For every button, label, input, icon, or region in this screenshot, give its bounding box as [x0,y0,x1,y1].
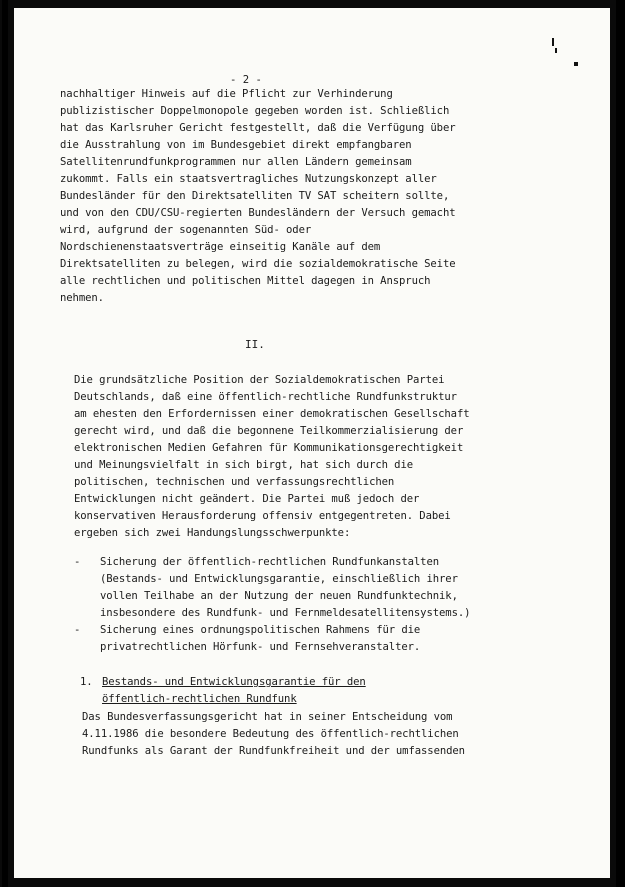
text-line: Rundfunks als Garant der Rundfunkfreiheit und der umfassenden [82,745,465,757]
text-line: gerecht wird, und daß die begonnene Teilkommerzialisierung der [74,425,464,437]
subsection-title-line: Bestands- und Entwicklungsgarantie für den [102,676,366,688]
text-line: Die grundsätzliche Position der Sozialdemokratischen Partei [74,374,445,386]
page-number: - 2 - [230,74,262,86]
text-line: Bundesländer für den Direktsatelliten TV SAT scheitern sollte, [60,190,450,202]
text-line: Entwicklungen nicht geändert. Die Partei muß jedoch der [74,493,420,505]
bullet-text: privatrechtlichen Hörfunk- und Fernsehveranstalter. [100,641,421,653]
paragraph-1 [60,88,456,304]
text-line: nehmen. [60,292,104,304]
bullet-text: Sicherung eines ordnungspolitischen Rahmens für die [100,624,421,636]
text-line: Deutschlands, daß eine öffentlich-rechtliche Rundfunkstruktur [74,391,457,403]
bullet-list [74,556,471,676]
bullet-text: insbesondere des Rundfunk- und Fernmeldesatellitensystems.) [100,607,471,619]
scan-border-left [2,0,8,887]
text-line: politischen, technischen und verfassungsrechtlichen [74,476,395,488]
text-line: elektronischen Medien Gefahren für Kommunikationsgerechtigkeit [74,442,464,454]
text-line: alle rechtlichen und politischen Mittel dagegen in Anspruch [60,275,431,287]
bullet-marker: - [74,556,81,568]
text-line: konservativen Herausforderung offensiv entgegentreten. Dabei [74,510,451,522]
text-line: Nordschienenstaatsverträge einseitig Kanäle auf dem [60,241,381,253]
text-line: und von den CDU/CSU-regierten Bundesländern der Versuch gemacht [60,207,456,219]
text-line: Direktsatelliten zu belegen, wird die sozialdemokratische Seite [60,258,456,270]
scan-speck [574,62,578,66]
text-line: Das Bundesverfassungsgericht hat in seiner Entscheidung vom [82,711,453,723]
text-line: am ehesten den Erfordernissen einer demokratischen Gesellschaft [74,408,470,420]
text-line: die Ausstrahlung von im Bundesgebiet direkt empfangbaren [60,139,412,151]
scan-border-right [616,0,625,887]
bullet-text: Sicherung der öffentlich-rechtlichen Rundfunkanstalten [100,556,440,568]
text-line: zukommt. Falls ein staatsvertragliches Nutzungskonzept aller [60,173,437,185]
text-line: hat das Karlsruher Gericht festgestellt, daß die Verfügung über [60,122,456,134]
bullet-text: (Bestands- und Entwicklungsgarantie, einschließlich ihrer [100,573,458,585]
bullet-text: vollen Teilhabe an der Nutzung der neuen Rundfunktechnik, [100,590,458,602]
text-line: und Meinungsvielfalt in sich birgt, hat sich durch die [74,459,414,471]
bullet-marker: - [74,624,81,636]
subsection-title-line: öffentlich-rechtlichen Rundfunk [102,693,297,705]
text-line: publizistischer Doppelmonopole gegeben worden ist. Schließlich [60,105,450,117]
scan-speck [555,48,557,53]
subsection-number: 1. [80,676,93,688]
paragraph-3 [82,711,465,771]
paragraph-2 [74,374,470,539]
text-line: ergeben sich zwei Handungslungsschwerpunkte: [74,527,351,539]
text-line: Satellitenrundfunkprogrammen nur allen Ländern gemeinsam [60,156,412,168]
document-page [14,8,610,878]
text-line: nachhaltiger Hinweis auf die Pflicht zur Verhinderung [60,88,393,100]
section-heading: II. [245,338,265,351]
scan-speck [552,38,554,46]
text-line: wird, aufgrund der sogenannten Süd- oder [60,224,312,236]
text-line: 4.11.1986 die besondere Bedeutung des öffentlich-rechtlichen [82,728,459,740]
